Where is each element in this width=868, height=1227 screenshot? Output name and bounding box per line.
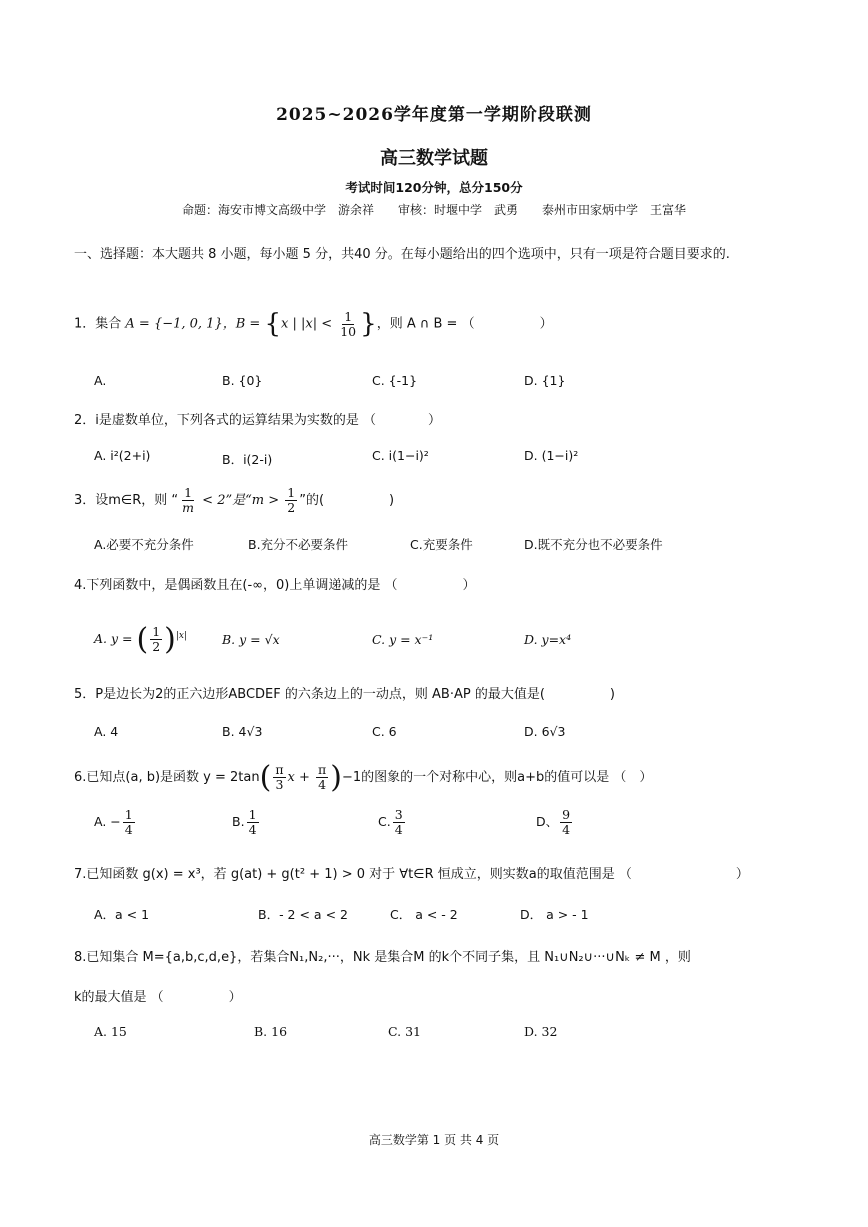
question-4-stem: 4.下列函数中，是偶函数且在(-∞，0)上单调递减的是 （ ） bbox=[74, 578, 476, 593]
question-8-option-b: B. 16 bbox=[254, 1024, 288, 1039]
exam-title: 2025~2026学年度第一学期阶段联测 bbox=[276, 105, 592, 125]
question-6-option-b: B. $\frac{1}{4}$ bbox=[232, 807, 257, 837]
question-2-option-a: A. i²(2+i) bbox=[94, 448, 151, 463]
question-3-stem: 3．设m∈R，则 “ $\frac{1}{m}$ < 2”是“m > $\frac{1}{2}$ ”的( ) bbox=[74, 485, 395, 515]
question-4-option-a: A. y = ( $\frac{1}{2}$ )$^{|x|}$ bbox=[94, 622, 187, 657]
exam-info: 考试时间120分钟，总分150分 bbox=[345, 180, 523, 195]
question-8-stem-line2: k的最大值是 （ ） bbox=[74, 990, 242, 1005]
question-4-option-c: C. y = x⁻¹ bbox=[372, 632, 434, 647]
question-5-option-a: A. 4 bbox=[94, 724, 119, 739]
question-7-option-d: D． a > - 1 bbox=[520, 907, 589, 922]
question-5-stem: 5．P是边长为2的正六边形ABCDEF 的六条边上的一动点，则 AB·AP 的最大值是( ) bbox=[74, 687, 615, 702]
exam-authors: 命题：海安市博文高级中学 游余祥 审核：时堰中学 武勇 泰州市田家炳中学 王富华 bbox=[181, 203, 686, 217]
question-6-stem: 6.已知点(a, b)是函数 y = 2tan( $\frac{\pi}{3}$ x + $\frac{\pi}{4}$ )−1的图象的一个对称中心，则a+b的值可以是 （ ） bbox=[74, 760, 653, 795]
question-2-option-c: C. i(1−i)² bbox=[372, 448, 429, 463]
question-2-option-d: D. (1−i)² bbox=[524, 448, 579, 463]
question-1-option-a: A. bbox=[94, 373, 107, 388]
question-3-option-d: D.既不充分也不必要条件 bbox=[524, 537, 663, 552]
question-1-option-c: C. {-1} bbox=[372, 373, 418, 388]
question-4-option-b: B. y = √x bbox=[222, 632, 280, 647]
question-4-option-d: D. y=x⁴ bbox=[524, 632, 572, 647]
question-6-option-d: D、 $\frac{9}{4}$ bbox=[536, 807, 571, 837]
question-6-option-a: A. − $\frac{1}{4}$ bbox=[94, 807, 133, 837]
question-7-stem: 7.已知函数 g(x) = x³，若 g(at) + g(t² + 1) > 0 对于 ∀t∈R 恒成立，则实数a的取值范围是 （ ） bbox=[74, 867, 749, 882]
question-5-option-c: C. 6 bbox=[372, 724, 397, 739]
page-footer: 高三数学第 1 页 共 4 页 bbox=[368, 1133, 500, 1147]
question-1-option-d: D. {1} bbox=[524, 373, 566, 388]
question-8-stem-line1: 8.已知集合 M={a,b,c,d,e}，若集合N₁,N₂,···，Nk 是集合M 的k个不同子集，且 N₁∪N₂∪···∪Nₖ ≠ M ，则 bbox=[74, 950, 691, 965]
question-6-option-c: C. $\frac{3}{4}$ bbox=[378, 807, 403, 837]
question-7-option-a: A．a < 1 bbox=[94, 907, 150, 922]
question-8-option-d: D. 32 bbox=[524, 1024, 558, 1039]
exam-subtitle: 高三数学试题 bbox=[380, 148, 488, 169]
question-8-option-c: C. 31 bbox=[388, 1024, 421, 1039]
question-8-option-a: A. 15 bbox=[94, 1024, 127, 1039]
question-1-option-b: B. {0} bbox=[222, 373, 263, 388]
question-3-option-b: B.充分不必要条件 bbox=[248, 537, 349, 552]
section-instructions: 一、选择题：本大题共 8 小题，每小题 5 分，共40 分。在每小题给出的四个选项中，只有一项是符合题目要求的. bbox=[74, 247, 730, 262]
question-5-option-d: D. 6√3 bbox=[524, 724, 566, 739]
question-2-stem: 2．i是虚数单位，下列各式的运算结果为实数的是 （ ） bbox=[74, 413, 442, 428]
question-3-option-c: C.充要条件 bbox=[410, 537, 473, 552]
question-1-stem: 1．集合 A = {−1, 0, 1}，B = {x | |x| < $\frac{1}{10}$ }，则 A ∩ B = （ ） bbox=[74, 308, 553, 339]
question-5-option-b: B. 4√3 bbox=[222, 724, 263, 739]
question-3-option-a: A.必要不充分条件 bbox=[94, 537, 194, 552]
question-7-option-c: C． a < - 2 bbox=[390, 907, 458, 922]
question-2-option-b: B．i(2-i) bbox=[222, 452, 273, 467]
question-7-option-b: B．- 2 < a < 2 bbox=[258, 907, 348, 922]
